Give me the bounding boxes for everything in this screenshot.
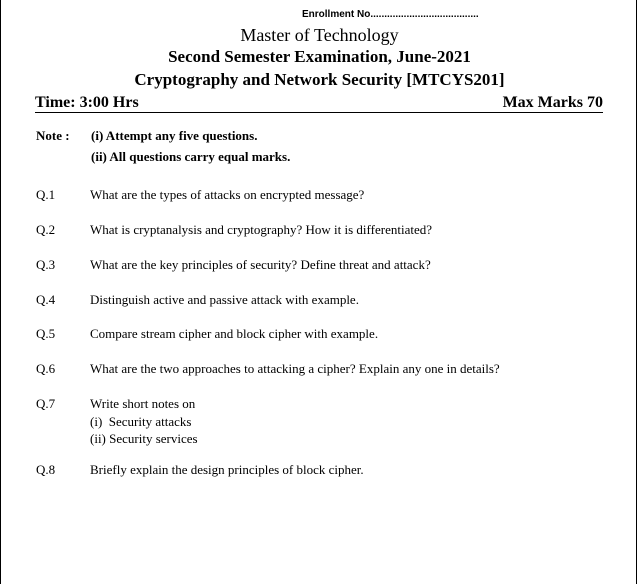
time-marks-row <box>35 94 603 113</box>
question-text: What are the types of attacks on encrypted message? <box>90 187 365 202</box>
question-number: Q.6 <box>36 361 56 376</box>
question-text: What are the key principles of security? Define threat and attack? <box>90 257 431 272</box>
enrollment-number-field <box>302 9 479 20</box>
question-text: Compare stream cipher and block cipher with example. <box>90 326 379 341</box>
question-text: Write short notes on <box>90 396 196 411</box>
note-instruction: (i) Attempt any five questions. <box>91 128 258 143</box>
question-number: Q.2 <box>36 222 56 237</box>
question-text: What is cryptanalysis and cryptography? How it is differentiated? <box>90 222 432 237</box>
question-number: Q.5 <box>36 326 56 341</box>
question-subitem: (i) Security attacks <box>90 414 192 429</box>
question-number: Q.3 <box>36 257 56 272</box>
question-subitem: (ii) Security services <box>90 431 198 446</box>
question-number: Q.8 <box>36 462 56 477</box>
question-number: Q.4 <box>36 292 56 307</box>
note-label: Note : <box>36 128 70 143</box>
program-title: Master of Technology <box>240 25 399 45</box>
question-number: Q.7 <box>36 396 56 411</box>
enrollment-blank: ....................................... <box>370 9 479 20</box>
enrollment-label: Enrollment No <box>302 9 371 20</box>
course-title: Cryptography and Network Security [MTCYS201] <box>134 70 505 89</box>
time-duration: Time: 3:00 Hrs <box>35 94 139 111</box>
question-text: What are the two approaches to attacking a cipher? Explain any one in details? <box>90 361 500 376</box>
question-text: Briefly explain the design principles of block cipher. <box>90 462 364 477</box>
exam-title: Second Semester Examination, June-2021 <box>168 47 471 66</box>
max-marks: Max Marks 70 <box>502 94 603 111</box>
note-instruction: (ii) All questions carry equal marks. <box>91 149 291 164</box>
question-number: Q.1 <box>36 187 56 202</box>
question-text: Distinguish active and passive attack with example. <box>90 292 359 307</box>
